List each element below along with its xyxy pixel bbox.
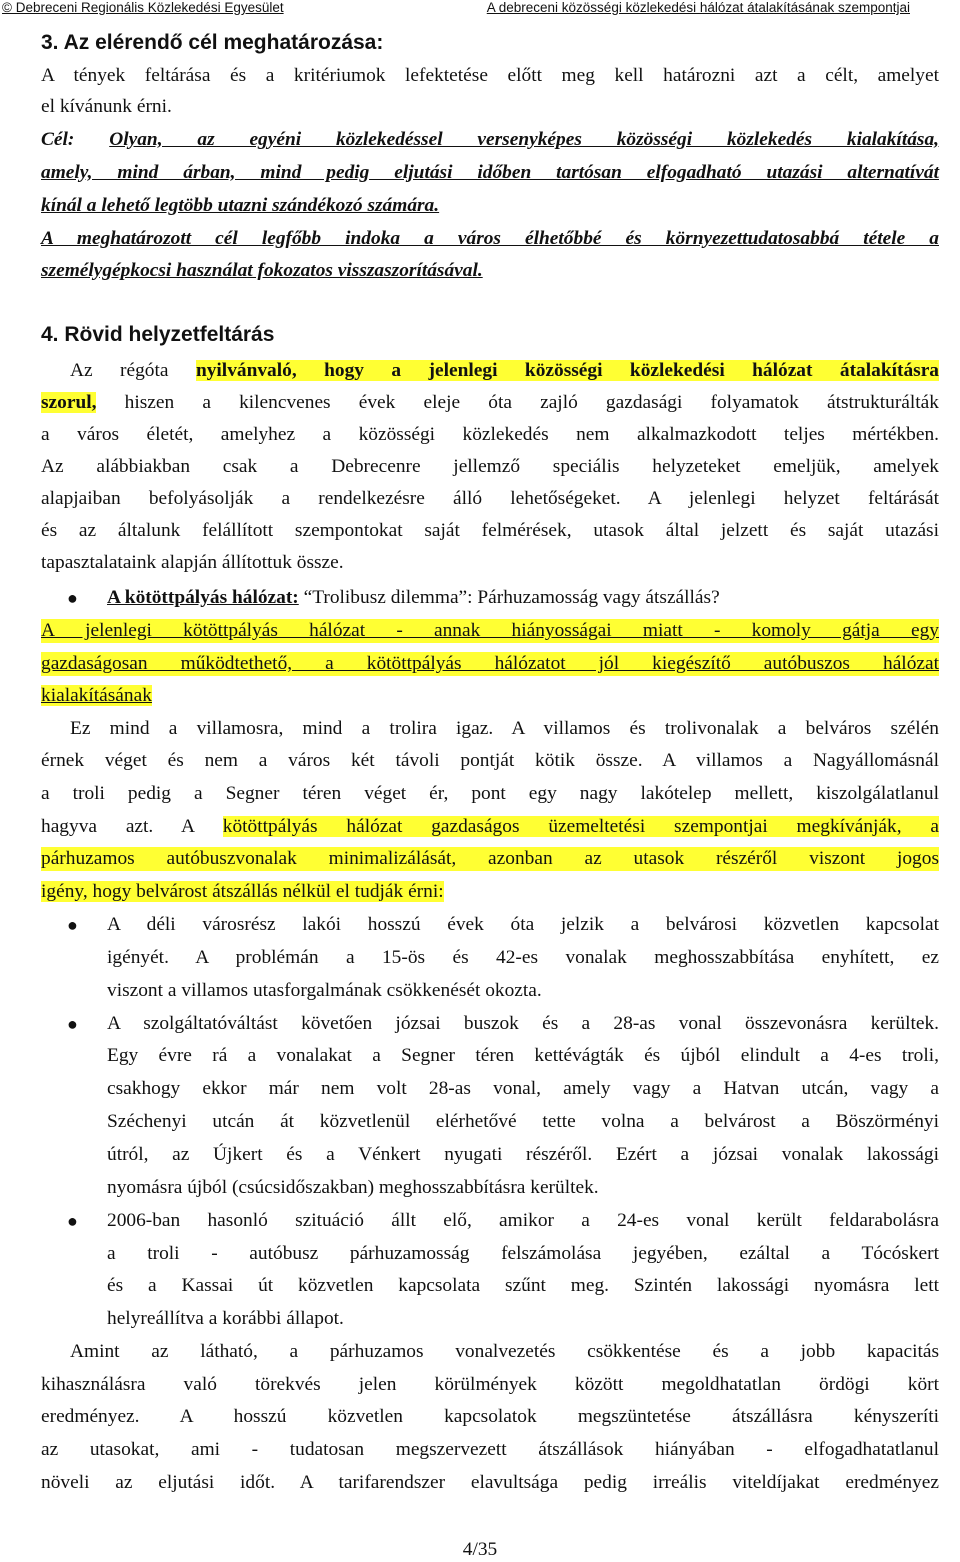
paragraph-line: Ez mind a villamosra, mind a trolira igaz. A villamos és trolivonalak a belváros szélén: [70, 718, 939, 739]
goal-label: Cél:: [41, 129, 110, 150]
paragraph-line: Amint az látható, a párhuzamos vonalvezetés csökkentése és a jobb kapacitás: [70, 1341, 939, 1362]
goal-text: Olyan, az egyéni közlekedéssel versenyképes közösségi közlekedés kialakítása,: [109, 129, 939, 150]
thesis-line: [41, 684, 939, 708]
section-3-heading: 3. Az elérendő cél meghatározása:: [41, 31, 384, 54]
goal-line: [41, 128, 939, 152]
paragraph-line: [41, 880, 939, 904]
paragraph-line: [70, 359, 939, 383]
bullet-dot: ●: [67, 1014, 78, 1034]
paragraph-line: a város életét, amelyhez a közösségi közlekedés nem alkalmazkodott teljes mértékben.: [41, 424, 939, 445]
bullet-line: viszont a villamos utasforgalmának csökkenését okozta.: [107, 980, 542, 1001]
header-document-title: A debreceni közösségi közlekedési hálózat átalakításának szempontjai: [486, 0, 910, 15]
reason-line: A meghatározott cél legfőbb indoka a város élhetőbbé és környezettudatosabbá tétele a: [41, 228, 939, 249]
network-label: A kötöttpályás hálózat:: [107, 587, 299, 608]
bullet-line: csakhogy ekkor már nem volt 28-as vonal, amely vagy a Hatvan utcán, vagy a: [107, 1078, 939, 1099]
thesis-line: gazdaságosan működtethető, a kötöttpályás hálózatot jól kiegészítő autóbuszos hálózat: [41, 653, 939, 674]
paragraph-line: párhuzamos autóbuszvonalak minimalizálását, azonban az utasok részéről viszont jogos: [41, 848, 939, 869]
section-3-intro-line: A tények feltárása és a kritériumok lefektetése előtt meg kell határozni azt a célt, amelyet: [41, 65, 939, 86]
reason-line: személygépkocsi használat fokozatos visszaszorításával.: [41, 260, 483, 281]
bullet-line: útról, az Újkert és a Vénkert nyugati részéről. Ezért a józsai vonalak lakossági: [107, 1144, 939, 1165]
bullet-line: A déli városrész lakói hosszú évek óta jelzik a belvárosi közvetlen kapcsolat: [107, 914, 939, 935]
paragraph-line: tapasztalataink alapján állítottuk össze.: [41, 552, 344, 573]
section-3-intro-line: el kívánunk érni.: [41, 96, 172, 117]
header-organization: © Debreceni Regionális Közlekedési Egyesület: [2, 0, 284, 15]
paragraph-line: az utasokat, ami - tudatosan megszervezett átszállások hiányában - elfogadhatatlanul: [41, 1439, 939, 1460]
bullet-line: Széchenyi utcán át közvetlenül elérhetővé tette volna a belvárost a Böszörményi: [107, 1111, 939, 1132]
paragraph-line: és az általunk felállított szempontokat saját felmérések, utasok által jelzett és saját utazási: [41, 520, 939, 541]
text-span: Az régóta: [70, 360, 196, 381]
paragraph-line: [41, 391, 939, 415]
paragraph-line: kihasználásra való törekvés jelen körülmények között megoldhatatlan ördögi kört: [41, 1374, 939, 1395]
paragraph-line: [41, 815, 939, 839]
bullet-dot: ●: [67, 1211, 78, 1231]
paragraph-line: növeli az eljutási időt. A tarifarendszer elavultsága pedig irreális viteldíjakat eredményez: [41, 1472, 939, 1493]
bullet-heading-line: [107, 586, 939, 610]
bullet-line: Egy évre rá a vonalakat a Segner téren kettévágták és újból elindult a 4-es troli,: [107, 1045, 939, 1066]
thesis-line: A jelenlegi kötöttpályás hálózat - annak hiányosságai miatt - komoly gátja egy: [41, 620, 939, 641]
text-span: hagyva azt. A: [41, 816, 223, 837]
bullet-line: nyomásra újból (csúcsidőszakban) meghosszabbításra kerültek.: [107, 1177, 599, 1198]
highlighted-text: igény, hogy belvárost átszállás nélkül el tudják érni:: [41, 881, 444, 902]
bullet-line: a troli - autóbusz párhuzamosság felszámolása jegyében, ezáltal a Tócóskert: [107, 1243, 939, 1264]
highlighted-text: kötöttpályás hálózat gazdaságos üzemeltetési szempontjai megkívánják, a: [222, 816, 939, 837]
highlighted-text: kialakításának: [41, 685, 152, 706]
paragraph-line: alapjaiban befolyásolják a rendelkezésre álló lehetőségeket. A jelenlegi helyzet feltárását: [41, 488, 939, 509]
paragraph-line: érnek véget és nem a város két távoli pontját kötik össze. A villamos a Nagyállomásnál: [41, 750, 939, 771]
goal-line: amely, mind árban, mind pedig eljutási időben tartósan elfogadható utazási alternatívát: [41, 162, 939, 183]
bullet-line: A szolgáltatóváltást követően józsai buszok és a 28-as vonal összevonásra kerültek.: [107, 1013, 939, 1034]
page-number: 4/35: [462, 1539, 498, 1560]
dilemma-text: “Trolibusz dilemma”: Párhuzamosság vagy átszállás?: [298, 587, 720, 608]
page-header: [0, 0, 960, 17]
paragraph-line: a troli pedig a Segner téren véget ér, pont egy nagy lakótelep mellett, kiszolgálatlanul: [41, 783, 939, 804]
bullet-dot: ●: [67, 588, 78, 608]
bullet-dot: ●: [67, 915, 78, 935]
paragraph-line: Az alábbiakban csak a Debrecenre jellemző speciális helyzeteket emeljük, amelyek: [41, 456, 939, 477]
bullet-line: és a Kassai út közvetlen kapcsolata szűnt meg. Szintén lakossági nyomásra lett: [107, 1275, 939, 1296]
paragraph-line: eredményez. A hosszú közvetlen kapcsolatok megszüntetése átszállásra kényszeríti: [41, 1406, 939, 1427]
section-4-heading: 4. Rövid helyzetfeltárás: [41, 323, 275, 346]
text-span: hiszen a kilencvenes évek eleje óta zajló gazdasági folyamatok átstrukturálták: [96, 392, 939, 413]
bullet-line: 2006-ban hasonló szituáció állt elő, amikor a 24-es vonal került feldarabolásra: [107, 1210, 939, 1231]
bullet-line: helyreállítva a korábbi állapot.: [107, 1308, 344, 1329]
highlighted-text: szorul,: [41, 392, 97, 413]
bullet-line: igényét. A problémán a 15-ös és 42-es vonalak meghosszabbítása enyhített, ez: [107, 947, 939, 968]
highlighted-text: nyilvánvaló, hogy a jelenlegi közösségi közlekedési hálózat átalakításra: [195, 360, 939, 381]
goal-line: kínál a lehető legtöbb utazni szándékozó számára.: [41, 195, 440, 216]
